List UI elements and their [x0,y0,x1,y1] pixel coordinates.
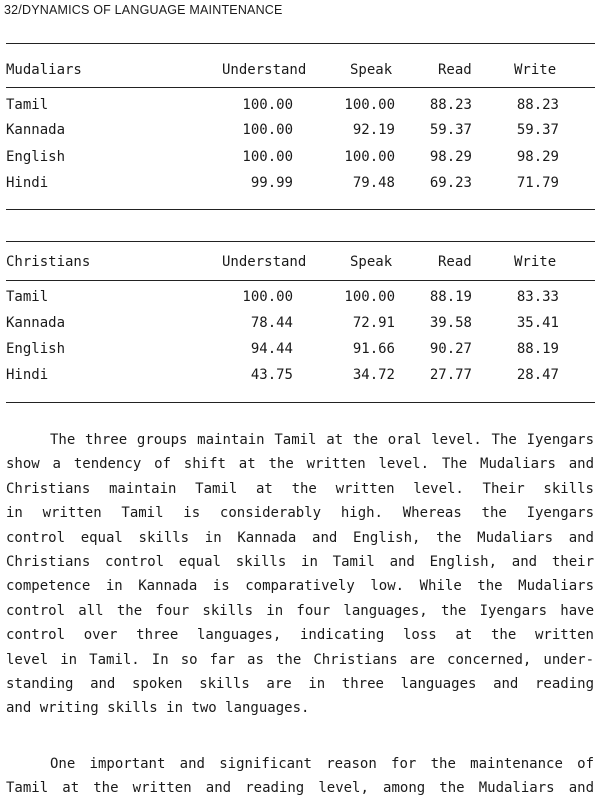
row-language: English [6,341,66,357]
column-header-read: Read [438,254,472,270]
body-paragraph-2 [6,752,594,801]
cell-speak: 100.00 [344,149,395,165]
table-1-header-rule [6,87,595,88]
body-paragraph-1 [6,428,594,721]
row-language: Tamil [6,289,49,305]
row-language: Kannada [6,122,66,138]
cell-understand: 94.44 [250,341,293,357]
cell-write: 71.79 [516,175,559,191]
column-header-read: Read [438,62,472,78]
cell-write: 83.33 [516,289,559,305]
text-line: control equal skills in Kannada and English, the Mudaliars and [6,529,594,546]
row-language: Hindi [6,175,49,191]
cell-speak: 79.48 [352,175,395,191]
table-row [0,338,600,360]
cell-understand: 100.00 [242,122,293,138]
cell-write: 35.41 [516,315,559,331]
row-language: Tamil [6,97,49,113]
row-language: Hindi [6,367,49,383]
cell-read: 39.58 [429,315,472,331]
cell-write: 98.29 [516,149,559,165]
table-1-bottom-rule [6,209,595,210]
cell-speak: 91.66 [352,341,395,357]
page-header: 32/DYNAMICS OF LANGUAGE MAINTENANCE [4,3,283,17]
text-line: control over three languages, indicating loss at the written [6,627,594,644]
cell-read: 88.19 [429,289,472,305]
cell-read: 59.37 [429,122,472,138]
column-header-speak: Speak [350,62,393,78]
table-1-group-label: Mudaliars [6,62,82,78]
text-line: and writing skills in two languages. [6,700,310,717]
text-line: Christians control equal skills in Tamil and English, and their [6,553,594,570]
row-language: English [6,149,66,165]
column-header-write: Write [514,254,557,270]
table-2-group-label: Christians [6,254,91,270]
table-2-top-rule [6,241,595,242]
cell-understand: 43.75 [250,367,293,383]
column-header-understand: Understand [222,62,307,78]
text-line: competence in Kannada is comparatively low. While the Mudaliars [6,578,594,595]
cell-speak: 100.00 [344,289,395,305]
text-line: Christians maintain Tamil at the written level. Their skills [6,480,594,497]
table-row [0,364,600,386]
cell-speak: 100.00 [344,97,395,113]
cell-write: 59.37 [516,122,559,138]
table-row [0,286,600,308]
cell-speak: 92.19 [352,122,395,138]
table-2-bottom-rule [6,402,595,403]
cell-understand: 100.00 [242,97,293,113]
cell-read: 90.27 [429,341,472,357]
table-row [0,119,600,141]
cell-speak: 34.72 [352,367,395,383]
table-row [0,94,600,116]
text-line: standing and spoken skills are in three languages and reading [6,675,594,692]
text-line: Tamil at the written and reading level, among the Mudaliars and [6,780,594,797]
text-line: in written Tamil is considerably high. Whereas the Iyengars [6,505,594,522]
text-line: show a tendency of shift at the written level. The Mudaliars and [6,456,594,473]
table-2-header-rule [6,280,595,281]
table-row [0,172,600,194]
cell-write: 88.23 [516,97,559,113]
table-row [0,312,600,334]
row-language: Kannada [6,315,66,331]
cell-write: 88.19 [516,341,559,357]
cell-read: 27.77 [429,367,472,383]
cell-understand: 99.99 [250,175,293,191]
cell-speak: 72.91 [352,315,395,331]
text-line: One important and significant reason for the maintenance of [50,756,594,772]
cell-understand: 100.00 [242,149,293,165]
column-header-understand: Understand [222,254,307,270]
text-line: The three groups maintain Tamil at the oral level. The Iyengars [50,432,594,448]
table-row [0,146,600,168]
cell-read: 98.29 [429,149,472,165]
table-2-header-row [0,251,600,273]
text-line: control all the four skills in four languages, the Iyengars have [6,602,594,619]
cell-write: 28.47 [516,367,559,383]
cell-read: 69.23 [429,175,472,191]
table-1-header-row [0,59,600,81]
column-header-speak: Speak [350,254,393,270]
column-header-write: Write [514,62,557,78]
table-1-top-rule [6,43,595,44]
cell-understand: 100.00 [242,289,293,305]
text-line: level in Tamil. In so far as the Christians are concerned, under- [6,651,594,668]
cell-read: 88.23 [429,97,472,113]
cell-understand: 78.44 [250,315,293,331]
